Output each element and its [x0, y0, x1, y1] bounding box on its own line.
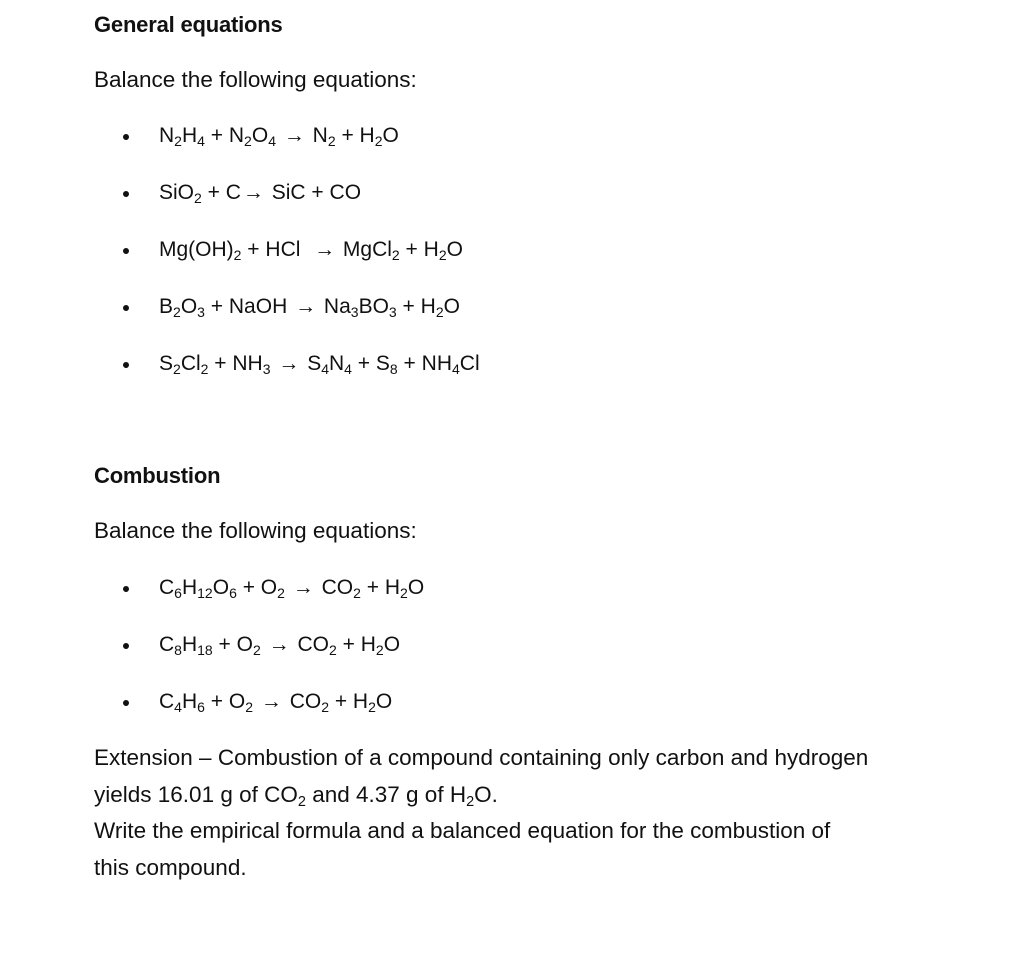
formula-text	[276, 124, 282, 147]
subscript: 6	[174, 585, 182, 601]
subscript: 2	[391, 247, 400, 263]
equation	[159, 181, 361, 205]
list-item	[0, 576, 1024, 606]
equation	[159, 690, 392, 714]
extension-line	[94, 850, 974, 887]
subscript: 12	[197, 585, 213, 601]
formula-text: H	[181, 124, 198, 147]
formula-text: H	[181, 633, 198, 656]
formula-text: + NH	[208, 352, 263, 375]
subscript: 6	[229, 585, 237, 601]
equation	[159, 633, 400, 657]
equation	[159, 352, 480, 376]
formula-text: yields 16.01 g of CO	[94, 781, 298, 807]
formula-text: + NH	[397, 352, 452, 375]
subscript: 2	[328, 642, 337, 658]
formula-text: C	[159, 690, 175, 713]
subscript: 2	[374, 133, 383, 149]
formula-text: B	[159, 295, 174, 318]
bullet-icon	[123, 191, 129, 197]
subscript: 2	[375, 642, 384, 658]
formula-text: O.	[474, 781, 498, 807]
formula-text: SiC + CO	[265, 181, 362, 204]
formula-text: + H	[360, 576, 401, 599]
list-item	[0, 690, 1024, 720]
formula-text: + HCl	[241, 238, 313, 261]
formula-text: O	[446, 238, 463, 261]
formula-text	[285, 576, 291, 599]
formula-text: H	[181, 690, 198, 713]
subscript: 2	[327, 133, 336, 149]
formula-text: C	[159, 633, 175, 656]
subscript: 8	[174, 642, 182, 658]
formula-text: Na	[318, 295, 351, 318]
formula-text	[261, 633, 267, 656]
subscript: 18	[197, 642, 213, 658]
list-item	[0, 295, 1024, 325]
subscript: 8	[389, 361, 398, 377]
arrow-icon: →	[278, 352, 300, 375]
formula-text: + H	[335, 124, 375, 147]
formula-text: C	[159, 576, 175, 599]
list-item	[0, 181, 1024, 211]
arrow-icon: →	[283, 124, 305, 147]
subscript: 2	[277, 585, 285, 601]
extension-paragraph	[94, 740, 974, 886]
formula-text: + H	[329, 690, 369, 713]
formula-text: and 4.37 g of H	[305, 781, 467, 807]
combustion-heading: Combustion	[94, 463, 221, 488]
formula-text: + O	[204, 690, 246, 713]
formula-text: H	[181, 576, 198, 599]
general-equations-heading: General equations	[94, 12, 283, 37]
subscript: 2	[173, 361, 181, 377]
subscript: 2	[194, 190, 202, 206]
subscript: 3	[197, 304, 205, 320]
list-item	[0, 352, 1024, 382]
formula-text: CO	[291, 633, 329, 656]
formula-text: MgCl	[337, 238, 392, 261]
formula-text: + H	[336, 633, 376, 656]
formula-text: Mg(OH)	[159, 238, 234, 261]
subscript: 2	[321, 699, 329, 715]
formula-text: BO	[358, 295, 389, 318]
subscript: 2	[438, 247, 447, 263]
arrow-icon: →	[295, 295, 317, 318]
subscript: 3	[350, 304, 359, 320]
list-item	[0, 633, 1024, 663]
subscript: 2	[435, 304, 444, 320]
combustion-instruction: Balance the following equations:	[94, 518, 417, 543]
arrow-icon: →	[314, 238, 336, 261]
formula-text: O	[251, 124, 269, 147]
formula-text: + N	[204, 124, 245, 147]
extension-line	[94, 777, 974, 814]
formula-text: + O	[212, 633, 253, 656]
formula-text: this compound.	[94, 854, 247, 880]
formula-text: O	[407, 576, 425, 599]
bullet-icon	[123, 362, 129, 368]
subscript: 4	[344, 361, 352, 377]
subscript: 2	[173, 304, 181, 320]
formula-text: Cl	[459, 352, 480, 375]
formula-text: O	[383, 633, 401, 656]
subscript: 2	[368, 699, 376, 715]
bullet-icon	[123, 248, 129, 254]
subscript: 4	[268, 133, 276, 149]
extension-line	[94, 813, 974, 850]
bullet-icon	[123, 586, 129, 592]
formula-text	[271, 352, 277, 375]
subscript: 4	[451, 361, 460, 377]
list-item	[0, 238, 1024, 268]
arrow-icon: →	[260, 690, 282, 713]
bullet-icon	[123, 134, 129, 140]
equation	[159, 124, 399, 148]
formula-text: CO	[283, 690, 322, 713]
bullet-icon	[123, 643, 129, 649]
formula-text: + S	[351, 352, 390, 375]
formula-text	[253, 690, 259, 713]
subscript: 2	[400, 585, 408, 601]
arrow-icon: →	[292, 576, 314, 599]
formula-text: N	[306, 124, 328, 147]
formula-text: O	[212, 576, 230, 599]
equation	[159, 238, 463, 262]
bullet-icon	[123, 305, 129, 311]
formula-text: N	[329, 352, 345, 375]
formula-text: SiO	[159, 181, 195, 204]
equation	[159, 295, 460, 319]
arrow-icon: →	[242, 181, 264, 204]
formula-text: O	[180, 295, 198, 318]
subscript: 2	[466, 793, 475, 810]
subscript: 3	[388, 304, 397, 320]
formula-text: Write the empirical formula and a balanced equation for the combustion of	[94, 818, 831, 843]
subscript: 2	[353, 585, 361, 601]
formula-text: S	[159, 352, 174, 375]
formula-text: Cl	[180, 352, 201, 375]
equation	[159, 576, 424, 600]
subscript: 4	[197, 133, 205, 149]
subscript: 2	[200, 361, 209, 377]
general-instruction: Balance the following equations:	[94, 67, 417, 92]
subscript: 6	[197, 699, 205, 715]
subscript: 4	[174, 699, 182, 715]
formula-text: O	[375, 690, 393, 713]
formula-text: O	[382, 124, 399, 147]
subscript: 2	[233, 247, 242, 263]
formula-text: O	[443, 295, 460, 318]
formula-text: Extension – Combustion of a compound containing only carbon and hydrogen	[94, 745, 869, 770]
formula-text: CO	[315, 576, 354, 599]
subscript: 4	[321, 361, 329, 377]
subscript: 2	[245, 699, 254, 715]
extension-line	[94, 740, 974, 777]
formula-text: + C	[201, 181, 241, 204]
list-item	[0, 124, 1024, 154]
formula-text: + NaOH	[204, 295, 294, 318]
bullet-icon	[123, 700, 129, 706]
formula-text: + H	[399, 238, 439, 261]
subscript: 2	[174, 133, 182, 149]
subscript: 2	[244, 133, 252, 149]
formula-text: + H	[396, 295, 436, 318]
formula-text: + O	[236, 576, 278, 599]
subscript: 2	[253, 642, 261, 658]
subscript: 2	[297, 793, 306, 810]
subscript: 3	[262, 361, 271, 377]
formula-text: S	[301, 352, 322, 375]
formula-text: N	[159, 124, 175, 147]
arrow-icon: →	[268, 633, 290, 656]
